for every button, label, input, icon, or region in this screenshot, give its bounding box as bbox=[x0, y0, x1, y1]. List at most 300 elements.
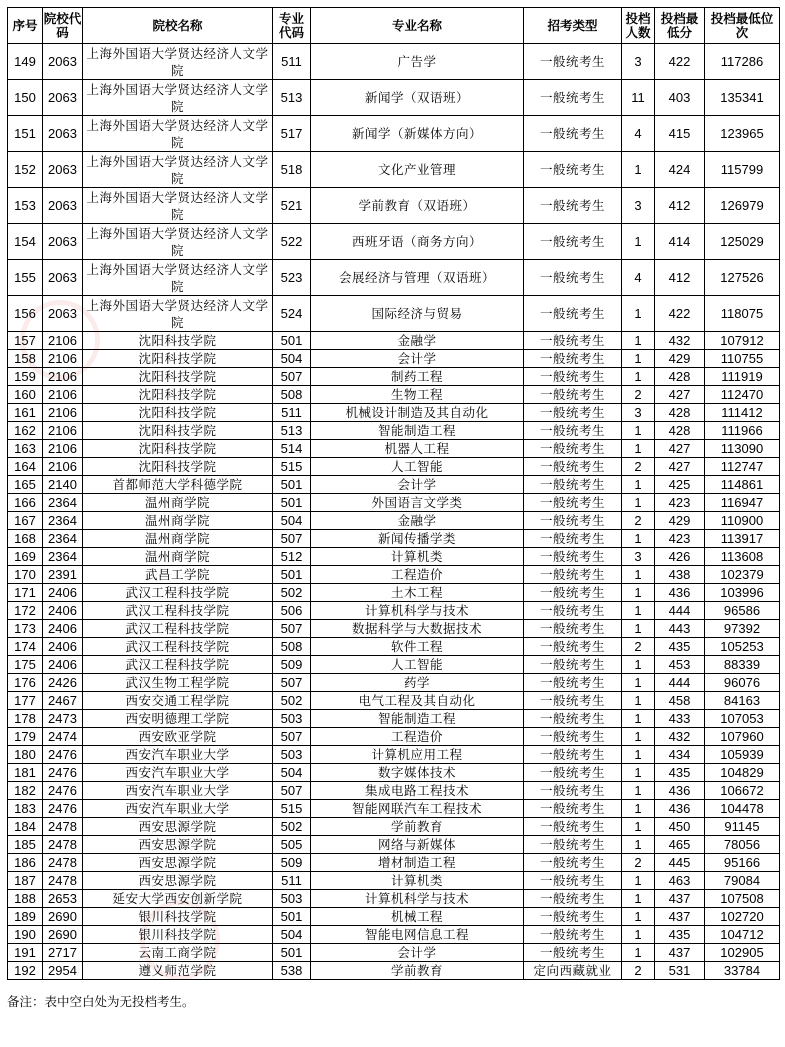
table-row bbox=[8, 800, 780, 818]
cell-min-score: 428 bbox=[655, 422, 705, 440]
cell-seq: 181 bbox=[8, 764, 43, 782]
cell-major-name: 智能制造工程 bbox=[311, 422, 524, 440]
cell-major-name: 学前教育（双语班） bbox=[311, 188, 524, 224]
cell-exam-type: 一般统考生 bbox=[524, 368, 622, 386]
cell-min-rank: 116947 bbox=[705, 494, 780, 512]
cell-seq: 159 bbox=[8, 368, 43, 386]
cell-major-code: 503 bbox=[273, 746, 311, 764]
cell-school-name: 西安汽车职业大学 bbox=[83, 782, 273, 800]
cell-major-code: 501 bbox=[273, 494, 311, 512]
cell-school-code: 2473 bbox=[43, 710, 83, 728]
cell-seq: 162 bbox=[8, 422, 43, 440]
cell-school-code: 2063 bbox=[43, 260, 83, 296]
cell-admit-count: 1 bbox=[622, 602, 655, 620]
cell-major-name: 计算机科学与技术 bbox=[311, 890, 524, 908]
header-seq: 序号 bbox=[8, 8, 43, 44]
cell-min-rank: 106672 bbox=[705, 782, 780, 800]
cell-school-code: 2063 bbox=[43, 296, 83, 332]
cell-min-rank: 113917 bbox=[705, 530, 780, 548]
cell-min-score: 427 bbox=[655, 440, 705, 458]
cell-exam-type: 一般统考生 bbox=[524, 944, 622, 962]
cell-school-name: 沈阳科技学院 bbox=[83, 332, 273, 350]
cell-major-name: 生物工程 bbox=[311, 386, 524, 404]
cell-major-name: 会计学 bbox=[311, 350, 524, 368]
cell-major-code: 521 bbox=[273, 188, 311, 224]
cell-major-name: 药学 bbox=[311, 674, 524, 692]
header-major-name: 专业名称 bbox=[311, 8, 524, 44]
cell-major-code: 501 bbox=[273, 908, 311, 926]
cell-seq: 164 bbox=[8, 458, 43, 476]
cell-major-name: 机械设计制造及其自动化 bbox=[311, 404, 524, 422]
cell-school-name: 首都师范大学科德学院 bbox=[83, 476, 273, 494]
cell-major-code: 503 bbox=[273, 890, 311, 908]
cell-school-code: 2406 bbox=[43, 656, 83, 674]
cell-major-name: 新闻学（双语班） bbox=[311, 80, 524, 116]
cell-exam-type: 一般统考生 bbox=[524, 872, 622, 890]
cell-min-rank: 113090 bbox=[705, 440, 780, 458]
cell-seq: 175 bbox=[8, 656, 43, 674]
cell-min-rank: 111919 bbox=[705, 368, 780, 386]
cell-school-name: 银川科技学院 bbox=[83, 926, 273, 944]
cell-school-name: 西安欧亚学院 bbox=[83, 728, 273, 746]
cell-admit-count: 1 bbox=[622, 296, 655, 332]
cell-school-name: 西安汽车职业大学 bbox=[83, 746, 273, 764]
table-row bbox=[8, 476, 780, 494]
cell-major-code: 504 bbox=[273, 764, 311, 782]
cell-min-score: 433 bbox=[655, 710, 705, 728]
cell-min-score: 453 bbox=[655, 656, 705, 674]
cell-exam-type: 一般统考生 bbox=[524, 782, 622, 800]
table-row bbox=[8, 962, 780, 980]
cell-min-rank: 135341 bbox=[705, 80, 780, 116]
cell-admit-count: 2 bbox=[622, 854, 655, 872]
cell-min-rank: 107912 bbox=[705, 332, 780, 350]
cell-admit-count: 1 bbox=[622, 764, 655, 782]
table-row bbox=[8, 728, 780, 746]
cell-school-code: 2406 bbox=[43, 602, 83, 620]
cell-school-name: 银川科技学院 bbox=[83, 908, 273, 926]
cell-admit-count: 1 bbox=[622, 350, 655, 368]
cell-school-code: 2364 bbox=[43, 548, 83, 566]
table-row bbox=[8, 440, 780, 458]
table-row bbox=[8, 152, 780, 188]
table-row bbox=[8, 422, 780, 440]
cell-min-score: 426 bbox=[655, 548, 705, 566]
cell-min-rank: 105253 bbox=[705, 638, 780, 656]
cell-admit-count: 3 bbox=[622, 188, 655, 224]
cell-admit-count: 4 bbox=[622, 116, 655, 152]
cell-school-name: 沈阳科技学院 bbox=[83, 422, 273, 440]
cell-exam-type: 一般统考生 bbox=[524, 602, 622, 620]
cell-school-name: 沈阳科技学院 bbox=[83, 458, 273, 476]
cell-school-code: 2063 bbox=[43, 152, 83, 188]
cell-min-score: 403 bbox=[655, 80, 705, 116]
cell-min-rank: 33784 bbox=[705, 962, 780, 980]
cell-seq: 166 bbox=[8, 494, 43, 512]
cell-major-code: 502 bbox=[273, 692, 311, 710]
table-row bbox=[8, 710, 780, 728]
cell-min-rank: 111966 bbox=[705, 422, 780, 440]
table-row bbox=[8, 746, 780, 764]
cell-major-code: 513 bbox=[273, 80, 311, 116]
cell-school-name: 沈阳科技学院 bbox=[83, 404, 273, 422]
cell-min-rank: 105939 bbox=[705, 746, 780, 764]
cell-school-name: 温州商学院 bbox=[83, 548, 273, 566]
cell-min-rank: 112470 bbox=[705, 386, 780, 404]
cell-exam-type: 一般统考生 bbox=[524, 116, 622, 152]
cell-min-score: 424 bbox=[655, 152, 705, 188]
cell-seq: 172 bbox=[8, 602, 43, 620]
cell-major-code: 507 bbox=[273, 782, 311, 800]
cell-seq: 154 bbox=[8, 224, 43, 260]
cell-seq: 179 bbox=[8, 728, 43, 746]
cell-major-code: 523 bbox=[273, 260, 311, 296]
cell-exam-type: 一般统考生 bbox=[524, 440, 622, 458]
cell-admit-count: 1 bbox=[622, 656, 655, 674]
cell-min-rank: 107960 bbox=[705, 728, 780, 746]
cell-min-rank: 103996 bbox=[705, 584, 780, 602]
cell-major-code: 511 bbox=[273, 872, 311, 890]
cell-min-score: 432 bbox=[655, 332, 705, 350]
cell-major-name: 人工智能 bbox=[311, 458, 524, 476]
cell-admit-count: 1 bbox=[622, 782, 655, 800]
cell-min-rank: 102720 bbox=[705, 908, 780, 926]
cell-min-score: 444 bbox=[655, 674, 705, 692]
cell-major-code: 502 bbox=[273, 818, 311, 836]
cell-min-rank: 123965 bbox=[705, 116, 780, 152]
cell-school-name: 西安明德理工学院 bbox=[83, 710, 273, 728]
cell-seq: 192 bbox=[8, 962, 43, 980]
cell-min-rank: 104829 bbox=[705, 764, 780, 782]
cell-major-name: 金融学 bbox=[311, 512, 524, 530]
cell-school-code: 2476 bbox=[43, 746, 83, 764]
cell-seq: 182 bbox=[8, 782, 43, 800]
cell-min-rank: 112747 bbox=[705, 458, 780, 476]
cell-min-rank: 110900 bbox=[705, 512, 780, 530]
cell-min-score: 435 bbox=[655, 764, 705, 782]
cell-admit-count: 1 bbox=[622, 422, 655, 440]
cell-major-name: 软件工程 bbox=[311, 638, 524, 656]
cell-admit-count: 11 bbox=[622, 80, 655, 116]
cell-school-name: 西安思源学院 bbox=[83, 818, 273, 836]
cell-admit-count: 1 bbox=[622, 530, 655, 548]
cell-admit-count: 1 bbox=[622, 368, 655, 386]
cell-exam-type: 一般统考生 bbox=[524, 764, 622, 782]
cell-min-score: 414 bbox=[655, 224, 705, 260]
cell-exam-type: 一般统考生 bbox=[524, 80, 622, 116]
cell-school-name: 上海外国语大学贤达经济人文学院 bbox=[83, 80, 273, 116]
cell-major-name: 工程造价 bbox=[311, 728, 524, 746]
cell-major-code: 515 bbox=[273, 800, 311, 818]
cell-major-name: 机器人工程 bbox=[311, 440, 524, 458]
cell-school-code: 2478 bbox=[43, 872, 83, 890]
table-row bbox=[8, 656, 780, 674]
cell-seq: 170 bbox=[8, 566, 43, 584]
cell-min-score: 438 bbox=[655, 566, 705, 584]
cell-school-code: 2406 bbox=[43, 584, 83, 602]
cell-school-code: 2476 bbox=[43, 782, 83, 800]
header-major-code: 专业代码 bbox=[273, 8, 311, 44]
cell-school-name: 沈阳科技学院 bbox=[83, 386, 273, 404]
cell-exam-type: 一般统考生 bbox=[524, 422, 622, 440]
cell-min-score: 423 bbox=[655, 530, 705, 548]
cell-major-name: 新闻传播学类 bbox=[311, 530, 524, 548]
cell-min-rank: 88339 bbox=[705, 656, 780, 674]
cell-exam-type: 定向西藏就业 bbox=[524, 962, 622, 980]
cell-min-rank: 110755 bbox=[705, 350, 780, 368]
cell-school-code: 2690 bbox=[43, 926, 83, 944]
cell-major-name: 计算机类 bbox=[311, 872, 524, 890]
cell-min-score: 465 bbox=[655, 836, 705, 854]
cell-school-code: 2406 bbox=[43, 620, 83, 638]
cell-min-rank: 104712 bbox=[705, 926, 780, 944]
cell-exam-type: 一般统考生 bbox=[524, 530, 622, 548]
table-row bbox=[8, 386, 780, 404]
cell-major-code: 504 bbox=[273, 350, 311, 368]
cell-min-rank: 107508 bbox=[705, 890, 780, 908]
cell-min-rank: 97392 bbox=[705, 620, 780, 638]
cell-seq: 173 bbox=[8, 620, 43, 638]
cell-min-score: 437 bbox=[655, 890, 705, 908]
cell-seq: 180 bbox=[8, 746, 43, 764]
cell-min-score: 531 bbox=[655, 962, 705, 980]
cell-exam-type: 一般统考生 bbox=[524, 620, 622, 638]
cell-major-name: 西班牙语（商务方向） bbox=[311, 224, 524, 260]
cell-admit-count: 1 bbox=[622, 908, 655, 926]
header-school-name: 院校名称 bbox=[83, 8, 273, 44]
cell-exam-type: 一般统考生 bbox=[524, 638, 622, 656]
cell-min-rank: 102379 bbox=[705, 566, 780, 584]
footnote: 备注：表中空白处为无投档考生。 bbox=[7, 994, 195, 1009]
cell-admit-count: 1 bbox=[622, 836, 655, 854]
cell-school-code: 2063 bbox=[43, 188, 83, 224]
table-row bbox=[8, 836, 780, 854]
cell-seq: 149 bbox=[8, 44, 43, 80]
cell-min-rank: 84163 bbox=[705, 692, 780, 710]
header-admit-count: 投档人数 bbox=[622, 8, 655, 44]
cell-exam-type: 一般统考生 bbox=[524, 692, 622, 710]
cell-min-score: 436 bbox=[655, 782, 705, 800]
cell-school-name: 延安大学西安创新学院 bbox=[83, 890, 273, 908]
cell-exam-type: 一般统考生 bbox=[524, 494, 622, 512]
cell-major-code: 512 bbox=[273, 548, 311, 566]
cell-major-code: 509 bbox=[273, 854, 311, 872]
cell-admit-count: 2 bbox=[622, 638, 655, 656]
cell-school-code: 2478 bbox=[43, 854, 83, 872]
cell-major-code: 501 bbox=[273, 566, 311, 584]
cell-major-code: 524 bbox=[273, 296, 311, 332]
cell-school-name: 武汉工程科技学院 bbox=[83, 638, 273, 656]
cell-exam-type: 一般统考生 bbox=[524, 332, 622, 350]
cell-major-name: 智能电网信息工程 bbox=[311, 926, 524, 944]
cell-seq: 178 bbox=[8, 710, 43, 728]
cell-admit-count: 1 bbox=[622, 890, 655, 908]
cell-admit-count: 4 bbox=[622, 260, 655, 296]
cell-admit-count: 3 bbox=[622, 44, 655, 80]
cell-school-code: 2391 bbox=[43, 566, 83, 584]
cell-school-name: 沈阳科技学院 bbox=[83, 368, 273, 386]
table-row bbox=[8, 494, 780, 512]
cell-exam-type: 一般统考生 bbox=[524, 512, 622, 530]
cell-min-rank: 91145 bbox=[705, 818, 780, 836]
cell-admit-count: 3 bbox=[622, 404, 655, 422]
cell-major-name: 数字媒体技术 bbox=[311, 764, 524, 782]
cell-major-name: 会计学 bbox=[311, 944, 524, 962]
cell-exam-type: 一般统考生 bbox=[524, 908, 622, 926]
cell-exam-type: 一般统考生 bbox=[524, 152, 622, 188]
cell-seq: 191 bbox=[8, 944, 43, 962]
cell-admit-count: 1 bbox=[622, 476, 655, 494]
cell-min-score: 432 bbox=[655, 728, 705, 746]
cell-school-code: 2364 bbox=[43, 530, 83, 548]
cell-min-score: 422 bbox=[655, 296, 705, 332]
cell-major-code: 502 bbox=[273, 584, 311, 602]
cell-min-score: 412 bbox=[655, 260, 705, 296]
cell-min-rank: 104478 bbox=[705, 800, 780, 818]
table-row bbox=[8, 944, 780, 962]
cell-min-score: 445 bbox=[655, 854, 705, 872]
cell-school-name: 上海外国语大学贤达经济人文学院 bbox=[83, 152, 273, 188]
table-row bbox=[8, 116, 780, 152]
cell-exam-type: 一般统考生 bbox=[524, 746, 622, 764]
cell-min-score: 422 bbox=[655, 44, 705, 80]
cell-major-code: 515 bbox=[273, 458, 311, 476]
table-row bbox=[8, 548, 780, 566]
table-row bbox=[8, 566, 780, 584]
cell-admit-count: 1 bbox=[622, 800, 655, 818]
cell-school-code: 2474 bbox=[43, 728, 83, 746]
cell-major-code: 507 bbox=[273, 674, 311, 692]
cell-admit-count: 2 bbox=[622, 458, 655, 476]
cell-seq: 190 bbox=[8, 926, 43, 944]
cell-admit-count: 1 bbox=[622, 818, 655, 836]
table-row bbox=[8, 602, 780, 620]
cell-min-score: 435 bbox=[655, 926, 705, 944]
cell-major-code: 517 bbox=[273, 116, 311, 152]
cell-exam-type: 一般统考生 bbox=[524, 350, 622, 368]
cell-school-name: 武昌工学院 bbox=[83, 566, 273, 584]
cell-school-name: 武汉工程科技学院 bbox=[83, 584, 273, 602]
cell-major-code: 506 bbox=[273, 602, 311, 620]
table-row bbox=[8, 224, 780, 260]
cell-exam-type: 一般统考生 bbox=[524, 458, 622, 476]
cell-exam-type: 一般统考生 bbox=[524, 548, 622, 566]
cell-min-rank: 96076 bbox=[705, 674, 780, 692]
cell-exam-type: 一般统考生 bbox=[524, 44, 622, 80]
cell-major-name: 机械工程 bbox=[311, 908, 524, 926]
table-row bbox=[8, 260, 780, 296]
cell-major-code: 538 bbox=[273, 962, 311, 980]
cell-admit-count: 1 bbox=[622, 584, 655, 602]
cell-seq: 169 bbox=[8, 548, 43, 566]
cell-admit-count: 1 bbox=[622, 224, 655, 260]
cell-major-code: 504 bbox=[273, 512, 311, 530]
cell-seq: 165 bbox=[8, 476, 43, 494]
cell-school-name: 武汉工程科技学院 bbox=[83, 656, 273, 674]
table-row bbox=[8, 854, 780, 872]
cell-school-name: 武汉工程科技学院 bbox=[83, 602, 273, 620]
cell-seq: 174 bbox=[8, 638, 43, 656]
cell-school-code: 2954 bbox=[43, 962, 83, 980]
cell-major-code: 508 bbox=[273, 386, 311, 404]
cell-school-code: 2106 bbox=[43, 440, 83, 458]
cell-seq: 151 bbox=[8, 116, 43, 152]
cell-admit-count: 1 bbox=[622, 332, 655, 350]
cell-school-name: 武汉工程科技学院 bbox=[83, 620, 273, 638]
cell-exam-type: 一般统考生 bbox=[524, 476, 622, 494]
table-row bbox=[8, 404, 780, 422]
table-row bbox=[8, 530, 780, 548]
cell-seq: 184 bbox=[8, 818, 43, 836]
cell-major-name: 学前教育 bbox=[311, 818, 524, 836]
table-row bbox=[8, 764, 780, 782]
cell-exam-type: 一般统考生 bbox=[524, 188, 622, 224]
cell-exam-type: 一般统考生 bbox=[524, 224, 622, 260]
cell-school-code: 2717 bbox=[43, 944, 83, 962]
cell-admit-count: 1 bbox=[622, 494, 655, 512]
table-row bbox=[8, 458, 780, 476]
cell-major-code: 507 bbox=[273, 530, 311, 548]
table-row bbox=[8, 80, 780, 116]
cell-min-rank: 79084 bbox=[705, 872, 780, 890]
table-row bbox=[8, 44, 780, 80]
cell-school-name: 上海外国语大学贤达经济人文学院 bbox=[83, 116, 273, 152]
cell-min-score: 443 bbox=[655, 620, 705, 638]
cell-major-code: 522 bbox=[273, 224, 311, 260]
table-row bbox=[8, 908, 780, 926]
cell-school-name: 上海外国语大学贤达经济人文学院 bbox=[83, 224, 273, 260]
cell-major-code: 505 bbox=[273, 836, 311, 854]
cell-seq: 171 bbox=[8, 584, 43, 602]
admission-table-container bbox=[7, 7, 779, 980]
table-row bbox=[8, 638, 780, 656]
cell-school-name: 西安思源学院 bbox=[83, 872, 273, 890]
cell-admit-count: 1 bbox=[622, 152, 655, 188]
cell-min-score: 412 bbox=[655, 188, 705, 224]
cell-exam-type: 一般统考生 bbox=[524, 890, 622, 908]
cell-major-code: 507 bbox=[273, 368, 311, 386]
cell-school-name: 西安汽车职业大学 bbox=[83, 764, 273, 782]
cell-admit-count: 1 bbox=[622, 566, 655, 584]
cell-major-name: 会展经济与管理（双语班） bbox=[311, 260, 524, 296]
cell-school-code: 2106 bbox=[43, 404, 83, 422]
cell-school-code: 2426 bbox=[43, 674, 83, 692]
header-min-rank: 投档最低位次 bbox=[705, 8, 780, 44]
cell-seq: 186 bbox=[8, 854, 43, 872]
cell-school-code: 2063 bbox=[43, 116, 83, 152]
header-school-code: 院校代码 bbox=[43, 8, 83, 44]
cell-school-name: 温州商学院 bbox=[83, 512, 273, 530]
cell-major-name: 数据科学与大数据技术 bbox=[311, 620, 524, 638]
cell-seq: 150 bbox=[8, 80, 43, 116]
cell-school-name: 上海外国语大学贤达经济人文学院 bbox=[83, 296, 273, 332]
cell-school-code: 2653 bbox=[43, 890, 83, 908]
cell-school-code: 2467 bbox=[43, 692, 83, 710]
cell-admit-count: 2 bbox=[622, 962, 655, 980]
cell-min-score: 429 bbox=[655, 350, 705, 368]
table-row bbox=[8, 512, 780, 530]
table-row bbox=[8, 584, 780, 602]
header-exam-type: 招考类型 bbox=[524, 8, 622, 44]
cell-admit-count: 1 bbox=[622, 944, 655, 962]
cell-min-score: 434 bbox=[655, 746, 705, 764]
cell-school-code: 2478 bbox=[43, 818, 83, 836]
cell-major-name: 增材制造工程 bbox=[311, 854, 524, 872]
table-row bbox=[8, 782, 780, 800]
cell-min-score: 437 bbox=[655, 908, 705, 926]
cell-admit-count: 1 bbox=[622, 872, 655, 890]
cell-seq: 189 bbox=[8, 908, 43, 926]
